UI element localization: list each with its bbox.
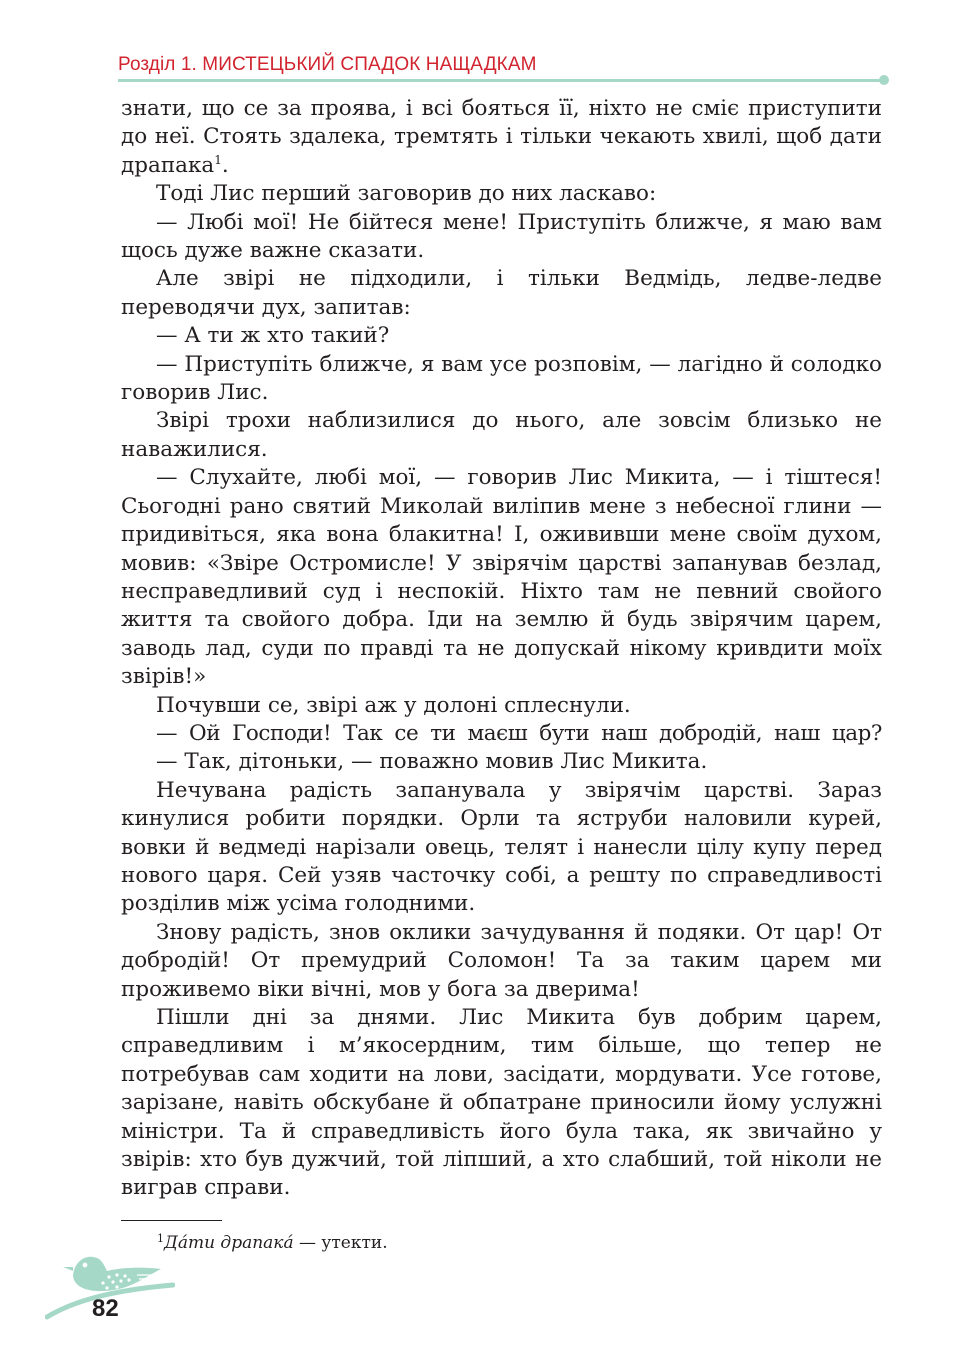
paragraph: — А ти ж хто такий? — [156, 323, 390, 349]
chapter-title: Розділ 1. МИСТЕЦЬКИЙ СПАДОК НАЩАДКАМ — [118, 54, 537, 75]
paragraph: — Любі мої! Не бійтеся мене! Приступіть ближче, я маю вам щось дуже важне сказати. — [121, 209, 882, 264]
paragraph: знати, що се за проява, і всі бояться її, ніхто не сміє приступити до неї. Стоять здалека, тремтять і тільки чекають хвилі, щоб дати драпака$^1$. — [121, 96, 882, 178]
header-rule — [118, 79, 882, 82]
chapter-header — [118, 54, 888, 84]
footnote-term: Да́ти драпака́ — [164, 1233, 294, 1253]
paragraph: — Так, дітоньки, — поважно мовив Лис Микита. — [156, 749, 708, 775]
paragraph: Тоді Лис перший заговорив до них ласкаво: — [156, 181, 657, 207]
header-rule-dot — [879, 75, 889, 85]
paragraph: — Слухайте, любі мої, — говорив Лис Микита, — і тіштеся! Сьогодні рано святий Миколай виліпив мене з небесної глини — придивіться, яка вона блакитна! І, ожививши мене своїм духом, мовив: «Звіре Остромисле! У звірячім царстві запанував безлад, несправедливий суд і неспокій. Ніхто там не певний свойого життя та свойого добра. Іди на землю й будь звірячим царем, заводь лад, суди по правді та не допускай нікому кривдити моїх звірів!» — [121, 465, 882, 690]
paragraph: Але звірі не підходили, і тільки Ведмідь, ледве-ледве переводячи дух, запитав: — [121, 266, 882, 320]
paragraph: Нечувана радість запанувала у звірячім царстві. Зараз кинулися робити порядки. Орли та яструби наловили курей, вовки й ведмеді нарізали овець, телят і нанесли цілу купу перед нового царя. Сей узяв часточку собі, а решту по справедливості розділив між усіма голодними. — [121, 777, 882, 917]
paragraph: Знову радість, знов оклики зачудування й подяки. От цар! От добродій! От премудрий Соломон! Та за таким царем ми проживемо віки вічні, мов у бога за дверима! — [121, 919, 882, 1002]
paragraph: Пішли дні за днями. Лис Микита був добрим царем, справедливим і м’якосердним, тим більше, що тепер не потребував сам ходити на лови, засідати, мордувати. Усе готове, зарізане, навіть обскубане й обпатране приносили йому услужні міністри. Та й справедливість його була така, як звичайно у звірів: хто був дужчий, той ліпший, а хто слабший, той ніколи не виграв справи. — [121, 1005, 882, 1201]
paragraph: Почувши се, звірі аж у долоні сплеснули. — [156, 692, 631, 718]
paragraph: — Приступіть ближче, я вам усе розповім, — лагідно й солодко говорив Лис. — [121, 351, 882, 406]
footnote-ref: 1 — [214, 152, 222, 167]
paragraph: Звірі трохи наблизилися до нього, але зовсім близько не наважилися. — [121, 408, 882, 462]
footnote-divider — [121, 1220, 222, 1221]
footnote-number: 1 — [157, 1232, 164, 1245]
footnote-definition: — утекти. — [293, 1233, 388, 1253]
paragraph: — Ой Господи! Так се ти маєш бути наш добродій, наш цар? — [156, 720, 882, 746]
footnote — [157, 1231, 388, 1255]
page-number: 82 — [92, 1295, 119, 1322]
body-text — [121, 95, 882, 1203]
